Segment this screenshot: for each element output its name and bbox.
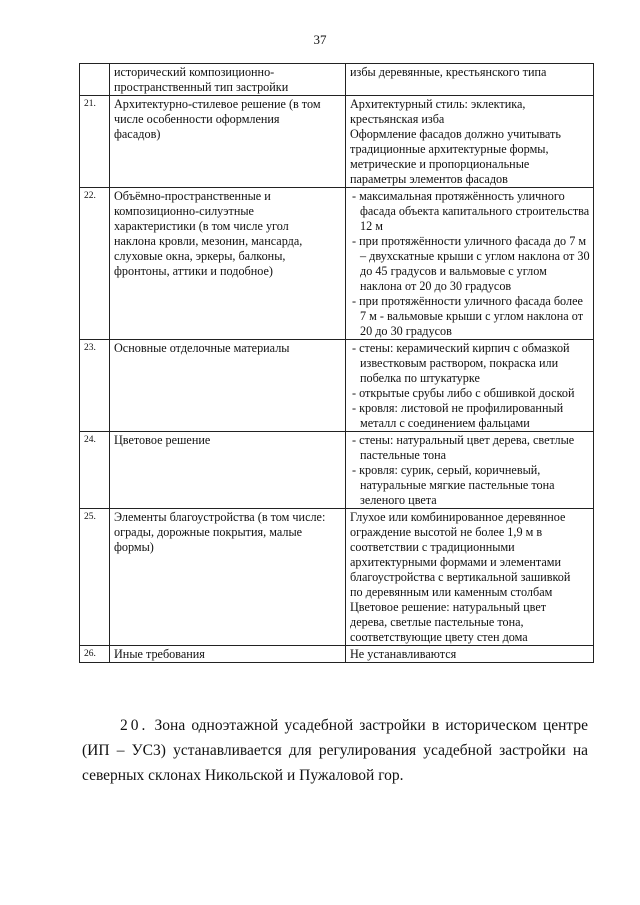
parameter-value: [346, 96, 594, 188]
row-number: 26.: [80, 646, 110, 663]
value-line: Цветовое решение: натуральный цвет: [350, 600, 547, 614]
value-bullet: - кровля: сурик, серый, коричневый, натуральные мягкие пастельные тона зеленого цвета: [352, 463, 555, 507]
row-number: [80, 64, 110, 96]
value-line: традиционные архитектурные формы,: [350, 142, 549, 156]
zone-paragraph: [82, 713, 588, 788]
parameter-value: [346, 340, 594, 432]
parameter-name-line: фасадов): [114, 127, 161, 141]
value-line: Глухое или комбинированное деревянное: [350, 510, 566, 524]
table-row: [80, 340, 594, 432]
parameter-name: [110, 188, 346, 340]
value-line: дерева, светлые пастельные тона,: [350, 615, 524, 629]
value-line: избы деревянные, крестьянского типа: [350, 65, 547, 79]
parameter-name-line: фронтоны, аттики и подобное): [114, 264, 273, 278]
table-row: [80, 646, 594, 663]
parameter-value: [346, 646, 594, 663]
value-bullet: - кровля: листовой не профилированный металл с соединением фальцами: [352, 401, 564, 430]
parameter-name-line: Архитектурно-стилевое решение (в том: [114, 97, 321, 111]
parameter-name-line: композиционно-силуэтные: [114, 204, 254, 218]
row-number: 25.: [80, 509, 110, 646]
value-bullet: - стены: натуральный цвет дерева, светлые пастельные тона: [352, 433, 575, 462]
parameter-name-line: характеристики (в том числе угол: [114, 219, 289, 233]
parameter-name: [110, 646, 346, 663]
requirements-table: [79, 63, 594, 663]
value-line: Не устанавливаются: [350, 647, 457, 661]
parameter-name-line: числе особенности оформления: [114, 112, 280, 126]
parameter-name-line: Элементы благоустройства (в том числе:: [114, 510, 326, 524]
page-number: 37: [313, 32, 327, 47]
parameter-value: [346, 188, 594, 340]
paragraph-number: 20.: [120, 717, 149, 734]
table-row: [80, 188, 594, 340]
table-row: [80, 96, 594, 188]
value-line: благоустройства с вертикальной зашивкой: [350, 570, 571, 584]
value-bullet: - при протяжённости уличного фасада более 7 м - вальмовые крыши с углом наклона от 20 до 30 градусов: [352, 294, 584, 338]
value-line: по деревянным или каменным столбам: [350, 585, 553, 599]
value-line: параметры элементов фасадов: [350, 172, 508, 186]
row-number: 21.: [80, 96, 110, 188]
parameter-value: [346, 64, 594, 96]
parameter-name-line: Иные требования: [114, 647, 205, 661]
value-line: ограждение высотой не более 1,9 м в: [350, 525, 543, 539]
parameter-name-line: слуховые окна, эркеры, балконы,: [114, 249, 286, 263]
parameter-name-line: пространственный тип застройки: [114, 80, 289, 94]
row-number: 23.: [80, 340, 110, 432]
table-row: [80, 509, 594, 646]
parameter-name: [110, 64, 346, 96]
parameter-value: [346, 509, 594, 646]
value-line: Оформление фасадов должно учитывать: [350, 127, 561, 141]
value-line: соответствующие цвету стен дома: [350, 630, 528, 644]
row-number: 22.: [80, 188, 110, 340]
value-line: архитектурными формами и элементами: [350, 555, 562, 569]
parameter-name-line: Цветовое решение: [114, 433, 211, 447]
parameter-name-line: формы): [114, 540, 154, 554]
value-bullet: - стены: керамический кирпич с обмазкой известковым раствором, покраска или побелка по штукатурке: [352, 341, 570, 385]
table-row: [80, 432, 594, 509]
value-line: соответствии с традиционными: [350, 540, 515, 554]
parameter-name: [110, 509, 346, 646]
parameter-name-line: наклона кровли, мезонин, мансарда,: [114, 234, 303, 248]
paragraph-text: Зона одноэтажной усадебной застройки в историческом центре (ИП – УС3) устанавливается для регулирования усадебной застройки на северных склонах Никольской и Пужаловой гор.: [82, 717, 588, 784]
parameter-name-line: Основные отделочные материалы: [114, 341, 290, 355]
parameter-name-line: Объёмно-пространственные и: [114, 189, 271, 203]
row-number: 24.: [80, 432, 110, 509]
parameter-name: [110, 96, 346, 188]
table-row: [80, 64, 594, 96]
value-bullet: - открытые срубы либо с обшивкой доской: [352, 386, 575, 400]
value-line: Архитектурный стиль: эклектика,: [350, 97, 526, 111]
parameter-name-line: ограды, дорожные покрытия, малые: [114, 525, 303, 539]
value-line: метрические и пропорциональные: [350, 157, 530, 171]
parameter-value: [346, 432, 594, 509]
parameter-name: [110, 340, 346, 432]
parameter-name-line: исторический композиционно-: [114, 65, 275, 79]
value-bullet: - максимальная протяжённость уличного фасада объекта капитального строительства 12 м: [352, 189, 590, 233]
value-bullet: - при протяжённости уличного фасада до 7 м – двухскатные крыши с углом наклона от 30 до 45 градусов и вальмовые с углом наклона от 20 до 30 градусов: [352, 234, 590, 293]
value-line: крестьянская изба: [350, 112, 445, 126]
parameter-name: [110, 432, 346, 509]
